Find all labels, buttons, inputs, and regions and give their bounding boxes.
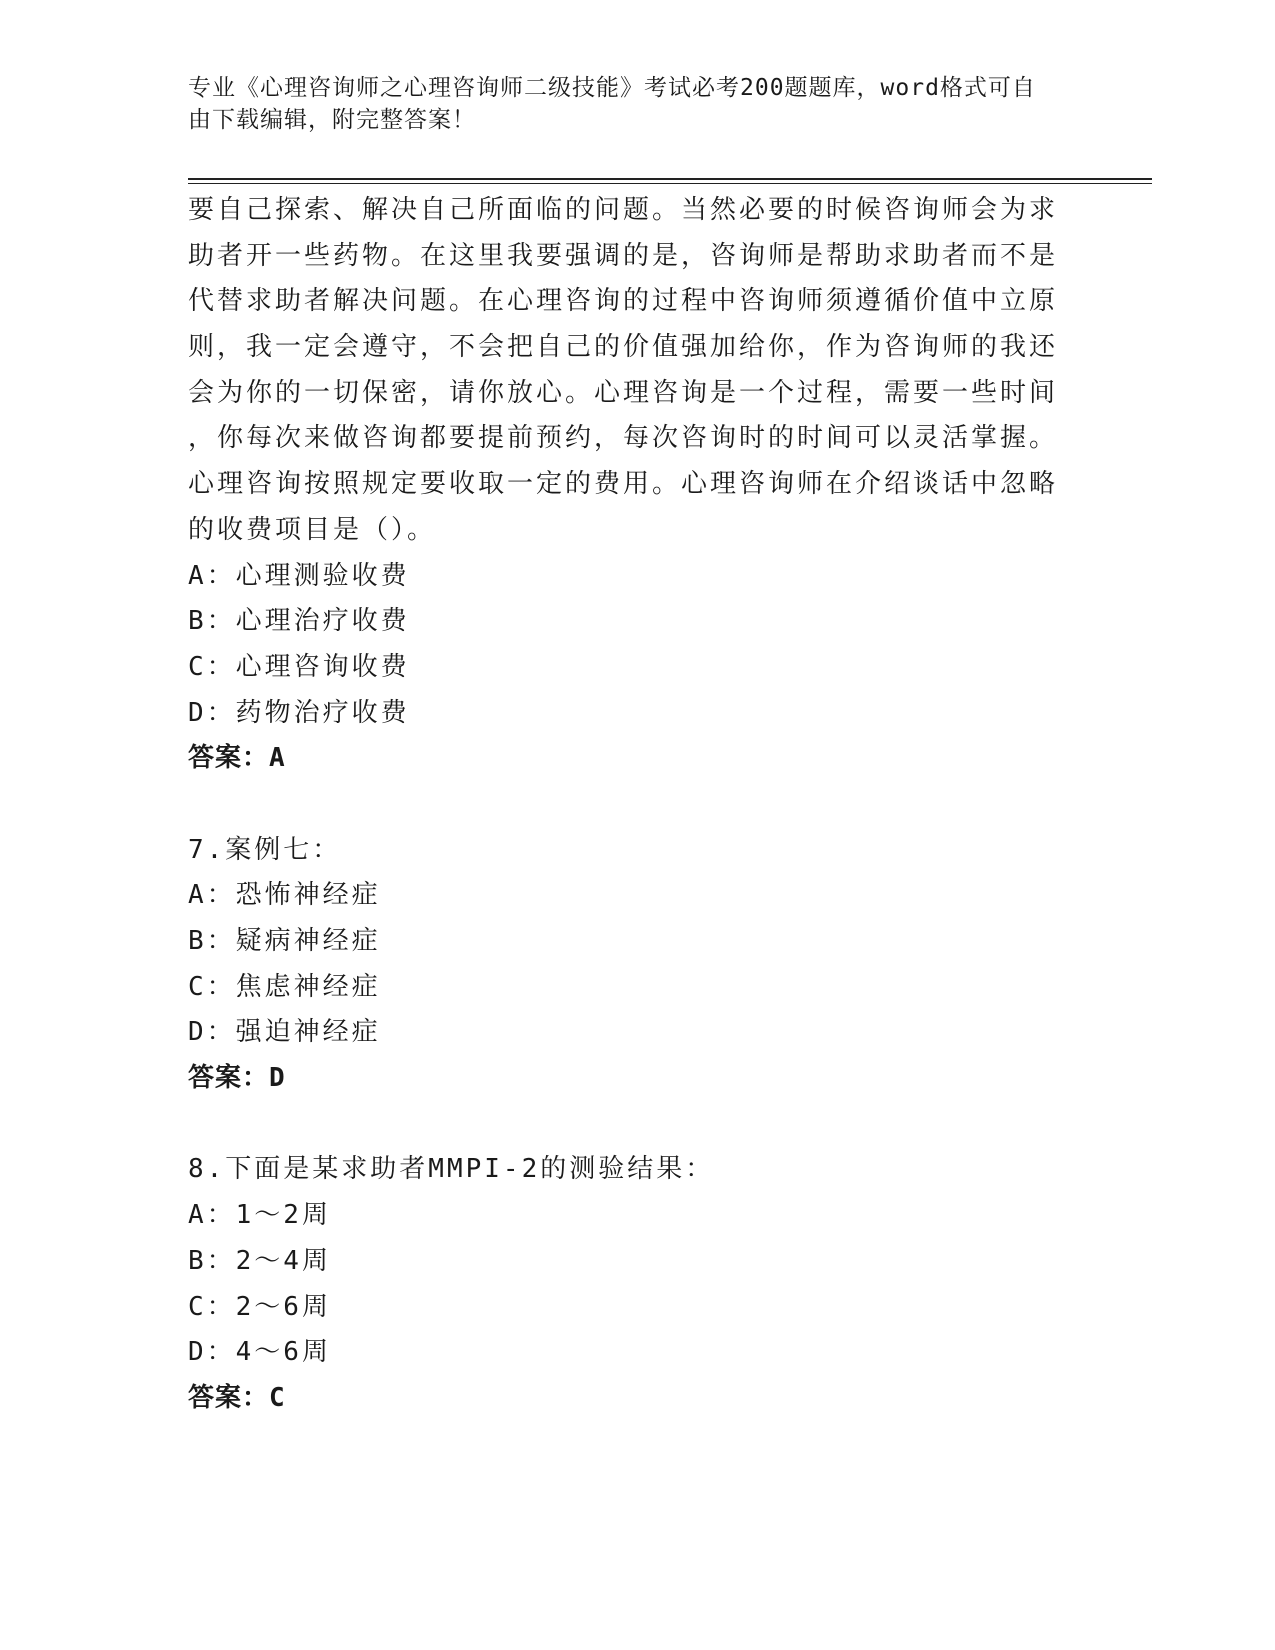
spacer [188,782,1068,828]
option-b: B：心理治疗收费 [188,606,410,637]
option-c: C：焦虑神经症 [188,971,381,1002]
question-stem-line: 心理咨询按照规定要收取一定的费用。心理咨询师在介绍谈话中忽略 [188,469,1059,500]
document-body [188,188,1068,1422]
question-stem-line: ，你每次来做咨询都要提前预约，每次咨询时的时间可以灵活掌握。 [188,423,1059,454]
option-a: A：恐怖神经症 [188,880,381,911]
question-stem-line: 会为你的一切保密，请你放心。心理咨询是一个过程，需要一些时间 [188,377,1059,408]
document-header [188,72,1068,136]
answer-label: 答案：C [188,1382,286,1413]
option-c: C：心理咨询收费 [188,651,410,682]
question-stem-line: 助者开一些药物。在这里我要强调的是，咨询师是帮助求助者而不是 [188,240,1059,271]
question-7 [188,828,1068,1102]
option-b: B：疑病神经症 [188,926,381,956]
option-a: A：1～2周 [188,1200,331,1231]
question-stem-line: 的收费项目是（）。 [188,514,437,545]
question-stem-line: 代替求助者解决问题。在心理咨询的过程中咨询师须遵循价值中立原 [188,286,1059,317]
option-d: D：4～6周 [188,1337,331,1368]
option-a: A：心理测验收费 [188,560,410,591]
header-line-2: 由下载编辑，附完整答案！ [188,107,476,133]
option-d: D：强迫神经症 [188,1017,381,1048]
question-stem: 8.下面是某求助者MMPI-2的测验结果： [188,1154,715,1185]
question-8 [188,1147,1068,1421]
question-stem-line: 要自己探索、解决自己所面临的问题。当然必要的时候咨询师会为求 [188,195,1059,225]
question-stem-line: 则，我一定会遵守，不会把自己的价值强加给你，作为咨询师的我还 [188,332,1059,363]
option-b: B：2～4周 [188,1245,331,1276]
answer-label: 答案：A [188,743,286,774]
header-divider-thick [188,178,1152,180]
question-6 [188,188,1068,782]
option-d: D：药物治疗收费 [188,697,410,728]
option-c: C：2～6周 [188,1291,331,1322]
spacer [188,1102,1068,1148]
question-stem: 7.案例七： [188,834,342,865]
header-divider-thin [188,183,1152,184]
answer-label: 答案：D [188,1063,286,1094]
header-line-1: 专业《心理咨询师之心理咨询师二级技能》考试必考200题题库，word格式可自 [188,75,1036,101]
